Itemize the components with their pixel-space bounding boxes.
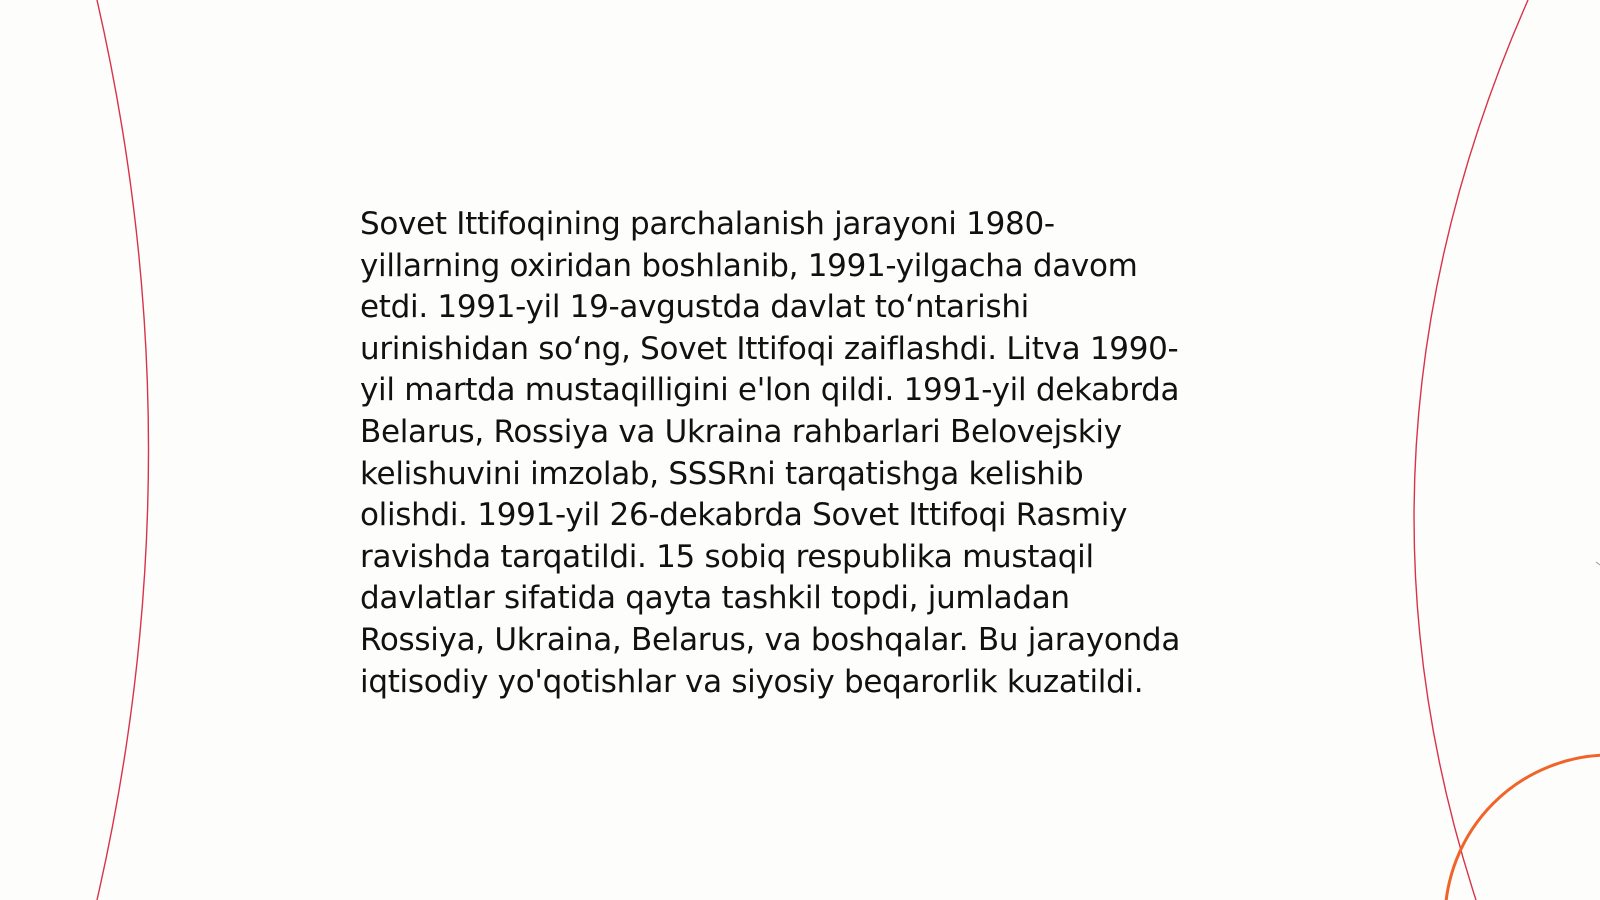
left-arc-line [97,0,149,900]
small-corner-mark [1596,562,1600,565]
right-arc-line [1414,0,1528,900]
orange-circle-outline [1445,755,1600,900]
body-text: Sovet Ittifoqining parchalanish jarayoni 1980- yillarning oxiridan boshlanib, 1991-yilgacha davom etdi. 1991-yil 19-avgustda davlat to‘ntarishi urinishidan so‘ng, Sovet Ittifoqi zaiflashdi. Litva 1990- yil martda mustaqilligini e'lon qildi. 1991-yil dekabrda Belarus, Rossiya va Ukraina rahbarlari Belovejskiy kelishuvini imzolab, SSSRni tarqatishga kelishib olishdi. 1991-yil 26-dekabrda Sovet Ittifoqi Rasmiy ravishda tarqatildi. 15 sobiq respublika mustaqil davlatlar sifatida qayta tashkil topdi, jumladan Rossiya, Ukraina, Belarus, va boshqalar. Bu jarayonda iqtisodiy yo'qotishlar va siyosiy beqarorlik kuzatildi. [360,206,1181,700]
